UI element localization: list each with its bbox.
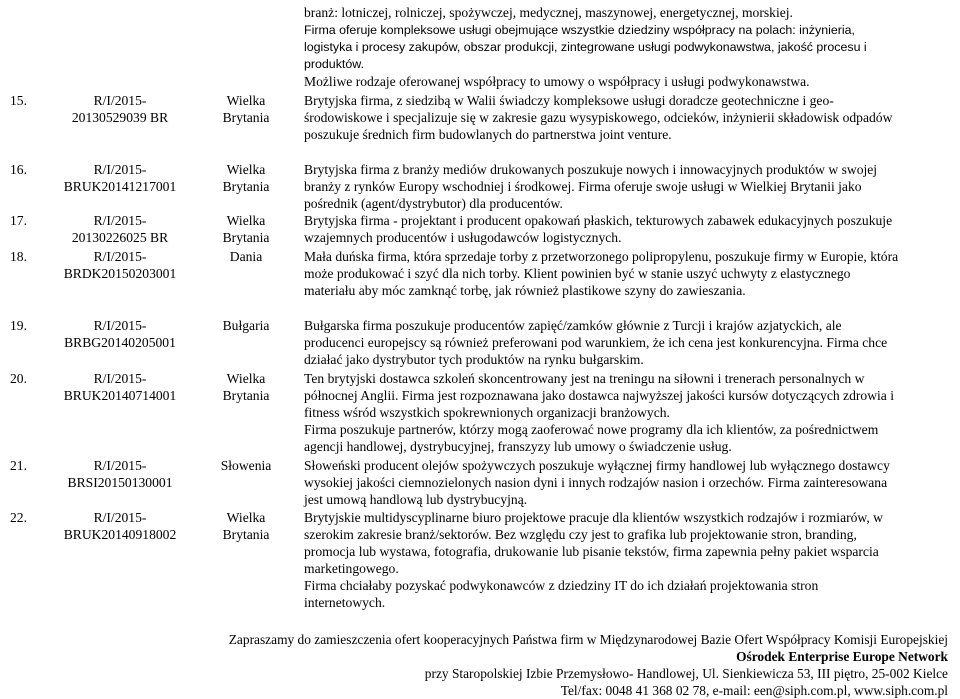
entry-country (196, 317, 296, 334)
entry-reference (52, 92, 188, 126)
description-line: poszukuje średnich firm budowlanych do partnerstwa joint venture. (304, 127, 672, 142)
description-line: wzajemnych producentów i usługodawców logistycznych. (304, 230, 622, 245)
reference-line: R/I/2015- (93, 318, 147, 333)
description-line: Brytyjskie multidyscyplinarne biuro projektowe pracuje dla klientów wszystkich rodzajów i rozmiarów, w (304, 510, 883, 525)
reference-line: BRBG20140205001 (64, 335, 176, 350)
description-line: pośrednik (agent/dystrybutor) dla producentów. (304, 196, 563, 211)
reference-line: 20130226025 BR (71, 230, 169, 245)
description-line: środowiskowe i specjalizuje się w zakresie gazu wysypiskowego, odcieków, inżynierii składowisk odpadów (304, 110, 893, 125)
description-line: Brytyjska firma z branży mediów drukowanych poszukuje nowych i innowacyjnych produktów w swojej (304, 162, 878, 177)
description-line: wysokiej jakości ciemnozielonych nasion dyni i innych rodzajów nasion i orzechów. Firma zainteresowana (304, 475, 888, 490)
text-line: branż: lotniczej, rolniczej, spożywczej, medycznej, maszynowej, energetycznej, morskiej. (304, 5, 793, 20)
description-line: promocja lub wystawa, fotografia, drukowanie lub pisanie tekstów, firma zapewnia pełny pakiet wsparcia (304, 544, 879, 559)
country-line: Brytania (222, 527, 270, 542)
description-line: marketingowego. (304, 561, 399, 576)
description-line: Bułgarska firma poszukuje producentów zapięć/zamków głównie z Turcji i krajów azjatyckich, ale (304, 318, 842, 333)
description-line: może produkować i szyć dla nich torby. Klient powinien być w stanie uszyć uchwyty z elastycznego (304, 266, 851, 281)
country-line: Wielka (226, 213, 266, 228)
country-line: Słowenia (220, 458, 272, 473)
entry-country (196, 161, 296, 195)
entry-number: 16. (10, 162, 27, 177)
entry-country (196, 248, 296, 265)
text-line: produktów. (304, 57, 364, 71)
entry-reference (52, 161, 188, 195)
reference-line: 20130529039 BR (71, 110, 169, 125)
entry-reference (52, 248, 188, 282)
description-line: branży z rynków Europy wschodniej i środkowej. Firma oferuje swoje usługi w Wielkiej Brytanii jako (304, 179, 862, 194)
description-line: Brytyjska firma - projektant i producent opakowań płaskich, tekturowych zabawek edukacyjnych poszukuje (304, 213, 893, 228)
footer-contact: Tel/fax: 0048 41 368 02 78, e-mail: een@siph.com.pl, www.siph.com.pl (560, 683, 948, 698)
description-line: Firma poszukuje partnerów, którzy mogą zaoferować nowe programy dla ich klientów, za pośrednictwem (304, 422, 879, 437)
country-line: Bułgaria (222, 318, 270, 333)
description-line: Słoweński producent olejów spożywczych poszukuje wyłącznej firmy handlowej lub wyłącznego dostawcy (304, 458, 890, 473)
description-line: Firma chciałaby pozyskać podwykonawców z dziedziny IT do ich działań projektowania stron (304, 578, 819, 593)
entry-number: 20. (10, 371, 27, 386)
entry-country (196, 92, 296, 126)
text-line: Firma oferuje kompleksowe usługi obejmujące wszystkie dziedziny współpracy na polach: inżynieria, (304, 23, 855, 37)
entry-reference (52, 370, 188, 404)
entry-number: 18. (10, 249, 27, 264)
entry-number: 22. (10, 510, 27, 525)
entry-country (196, 370, 296, 404)
entry-number: 19. (10, 318, 27, 333)
description-line: producenci europejscy są również preferowani pod warunkiem, że ich cena jest konkurencyjna. Firma chce (304, 335, 888, 350)
country-line: Brytania (222, 179, 270, 194)
entry-reference (52, 317, 188, 351)
reference-line: R/I/2015- (93, 510, 147, 525)
reference-line: BRSI20150130001 (67, 475, 173, 490)
description-line: Brytyjska firma, z siedzibą w Walii świadczy kompleksowe usługi doradcze geotechniczne i geo- (304, 93, 834, 108)
description-line: fitness wśród wszystkich spokrewnionych organizacji branżowych. (304, 405, 670, 420)
country-line: Brytania (222, 110, 270, 125)
reference-line: R/I/2015- (93, 371, 147, 386)
description-line: Mała duńska firma, która sprzedaje torby z przetworzonego polipropylenu, poszukuje firmy w Europie, która (304, 249, 899, 264)
footer-organization: Ośrodek Enterprise Europe Network (736, 649, 948, 664)
entry-number: 21. (10, 458, 27, 473)
reference-line: R/I/2015- (93, 93, 147, 108)
reference-line: R/I/2015- (93, 162, 147, 177)
entry-number: 17. (10, 213, 27, 228)
reference-line: R/I/2015- (93, 458, 147, 473)
reference-line: BRDK20150203001 (63, 266, 177, 281)
entry-reference (52, 457, 188, 491)
description-line: internetowych. (304, 595, 386, 610)
entry-number: 15. (10, 93, 27, 108)
entry-reference (52, 212, 188, 246)
description-line: Ten brytyjski dostawca szkoleń skoncentrowany jest na treningu na siłowni i trenerach personalnych w (304, 371, 865, 386)
reference-line: BRUK20140918002 (63, 527, 177, 542)
description-line: jest umową handlową lub dystrybucyjną. (304, 492, 528, 507)
description-line: materiału aby móc zamknąć torbę, jak również plastikowe szyny do zawieszania. (304, 283, 746, 298)
description-line: działać jako dystrybutor tych produktów na rynku bułgarskim. (304, 352, 644, 367)
text-line: Możliwe rodzaje oferowanej współpracy to umowy o współpracy i usługi podwykonawstwa. (304, 74, 810, 89)
reference-line: R/I/2015- (93, 249, 147, 264)
footer-address: przy Staropolskiej Izbie Przemysłowo- Handlowej, Ul. Sienkiewicza 53, III piętro, 25-002 Kielce (424, 666, 948, 681)
country-line: Wielka (226, 371, 266, 386)
description-line: szerokim zakresie branż/sektorów. Bez względu czy jest to grafika lub projektowanie stron, branding, (304, 527, 857, 542)
text-line: logistyka i procesy zakupów, obszar produkcji, zintegrowane usługi podwykonawstwa, jakość procesu i (304, 40, 867, 54)
reference-line: BRUK20141217001 (63, 179, 177, 194)
entry-country (196, 509, 296, 543)
reference-line: R/I/2015- (93, 213, 147, 228)
entry-reference (52, 509, 188, 543)
country-line: Wielka (226, 510, 266, 525)
country-line: Brytania (222, 230, 270, 245)
country-line: Wielka (226, 93, 266, 108)
description-line: agencji handlowej, dystrybucyjnej, franszyzy lub umowy o świadczenie usług. (304, 439, 732, 454)
entry-country (196, 457, 296, 474)
country-line: Dania (229, 249, 263, 264)
reference-line: BRUK20140714001 (63, 388, 177, 403)
country-line: Brytania (222, 388, 270, 403)
description-line: północnej Anglii. Firma jest rozpoznawana jako dostawca najwyższej jakości kursów dotyczących zdrowia i (304, 388, 895, 403)
footer-invitation: Zapraszamy do zamieszczenia ofert kooperacyjnych Państwa firm w Międzynarodowej Bazie Ofert Współpracy Komisji Europejskiej (228, 632, 948, 647)
country-line: Wielka (226, 162, 266, 177)
entry-country (196, 212, 296, 246)
